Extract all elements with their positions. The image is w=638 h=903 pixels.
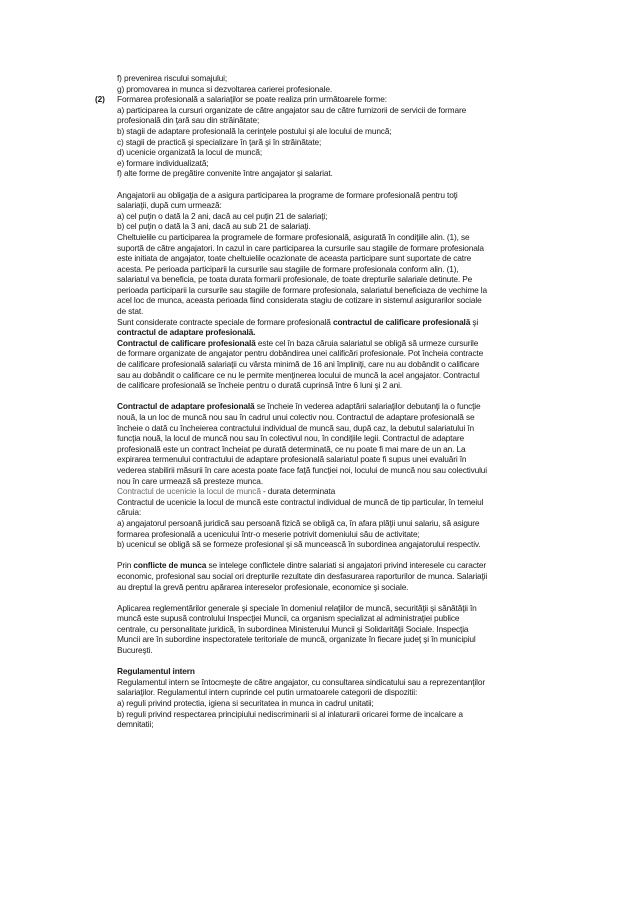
text-line: f) alte forme de pregătire convenite între angajator şi salariat. <box>117 168 333 179</box>
text-line: b) reguli privind respectarea principiului nediscriminarii si al inlaturarii oricarei forme de incalcare a <box>117 708 463 719</box>
text-run: - durata determinata <box>260 486 336 497</box>
apprenticeship-contract-link[interactable]: Contractul de ucenicie la locul de muncă <box>117 486 261 497</box>
text-line: a) cel puţin o dată la 2 ani, dacă au cel puţin 21 de salariaţi; <box>117 210 328 221</box>
text-line: de stat. <box>117 306 144 317</box>
text-line: demnitatii; <box>117 719 154 730</box>
text-line: au dreptul la grevă pentru apărarea intereselor profesionale, economice şi sociale. <box>117 581 409 592</box>
text-line <box>117 327 543 338</box>
text-line: salariatul va beneficia, pe toata durata formarii profesionale, de toate drepturile salariale detinute. Pe <box>117 274 473 285</box>
special-contracts-paragraph <box>117 317 543 391</box>
bold-term: Contractul de adaptare profesională <box>117 401 255 412</box>
text-line <box>117 560 543 571</box>
text-run: Sunt considerate contracte speciale de formare profesională <box>117 316 333 327</box>
text-line: sau au dobândit o calificare ce nu le permite menţinerea locului de muncă la acel angajator. Contractul <box>117 369 480 380</box>
labor-inspection-paragraph <box>117 603 543 656</box>
text-line: de calificare profesională salariaţii cu vârsta minimă de 16 ani împliniţi, care nu au dobândit o calificare <box>117 359 480 370</box>
text-line: expirarea termenului contractului de adaptare profesională salariatul poate fi supus unei evaluări în <box>117 454 467 465</box>
text-line: e) formare individualizată; <box>117 157 209 168</box>
training-obligations-paragraph <box>117 190 543 317</box>
text-line: economic, profesional sau social ori drepturile rezultate din desfasurarea raporturilor de munca. Salariaţii <box>117 570 488 581</box>
bold-term: conflicte de munca <box>133 560 207 571</box>
adaptation-contract-paragraph <box>117 401 543 549</box>
text-line: muncă este supusă controlului Inspecţiei Muncii, ca organism specializat al administraţiei publice <box>117 613 460 624</box>
text-line: b) cel puţin o dată la 3 ani, dacă au sub 21 de salariaţi. <box>117 221 311 232</box>
text-line: salariaţilor. Regulamentul intern cuprinde cel putin urmatoarele categorii de dispozitii: <box>117 687 418 698</box>
text-line: Aplicarea reglementărilor generale şi speciale în domeniul relaţiilor de muncă, securităţii şi sănătăţii în <box>117 602 477 613</box>
text-line: a) participarea la cursuri organizate de către angajator sau de către furnizorii de servicii de formare <box>117 104 467 115</box>
text-line <box>117 338 543 349</box>
list-continuation <box>117 73 543 94</box>
text-line <box>117 486 543 497</box>
text-line: de formare organizate de angajator pentru dobândirea unei calificări profesionale. Pot încheia contracte <box>117 348 484 359</box>
text-line: nouă, la un loc de muncă nou sau în cadrul unui colectiv nou. Contractul de adaptare profesională se <box>117 412 475 422</box>
text-line: perioada participarii la cursurile sau stagiile de formare profesionala, salariatul beneficiaza de vechime la <box>117 284 487 295</box>
text-line: a) reguli privind protectia, igiena si securitatea in munca in cadrul unitatii; <box>117 698 374 709</box>
text-run: se încheie în vederea adaptării salariaţilor debutanţi la o funcţie <box>254 401 481 412</box>
text-line: Muncii are în subordine inspectoratele teritoriale de muncă, organizate în fiecare judeţ şi în municipiul <box>117 634 476 645</box>
text-line: Bucureşti. <box>117 645 153 656</box>
bold-term: contractul de adaptare profesională. <box>117 327 256 338</box>
text-line: nou în care urmează să presteze munca. <box>117 475 263 486</box>
text-line: formarea profesională a ucenicului într-o meserie potrivit domeniului său de activitate; <box>117 528 420 539</box>
text-line: suportă de către angajatori. In cazul in care participarea la cursurile sau stagiile de formare profesionala <box>117 242 484 253</box>
text-line: profesională din ţară sau din străinătate; <box>117 115 260 126</box>
text-line: b) ucenicul se obligă să se formeze profesional şi să muncească în subordinea angajatorului respectiv. <box>117 539 481 550</box>
text-line: acesta. Pe perioada participarii la cursurile sau stagiile de formare profesionala conform alin. (1), <box>117 263 459 274</box>
text-line: a) angajatorul persoană juridică sau persoană fizică se obligă ca, în afara plăţii unui salariu, să asigure <box>117 517 480 528</box>
text-run: Prin <box>117 560 134 571</box>
text-line: de calificare profesională se încheie pentru o durată cuprinsă între 6 luni şi 2 ani. <box>117 380 403 391</box>
text-line: vederea stabilirii măsurii în care acesta poate face faţă funcţiei noi, locului de muncă nou sau colectivului <box>117 464 487 475</box>
text-line: c) stagii de practică şi specializare în ţară şi în străinătate; <box>117 136 322 147</box>
document-body <box>95 73 543 730</box>
paragraph-2 <box>95 94 543 179</box>
text-line: salariaţii, după cum urmează: <box>117 200 222 211</box>
text-line: Formarea profesională a salariaţilor se poate realiza prin următoarele forme: <box>117 94 387 105</box>
text-line: Cheltuielile cu participarea la programele de formare profesională, asigurată în condiţiile alin. (1), se <box>117 231 470 242</box>
labor-conflicts-paragraph <box>117 560 543 592</box>
text-line: b) stagii de adaptare profesională la cerinţele postului şi ale locului de muncă; <box>117 125 392 136</box>
text-line: Contractul de ucenicie la locul de muncă este contractul individual de muncă de tip particular, în temeiul <box>117 496 484 507</box>
text-line <box>117 401 543 412</box>
text-line: funcţia nouă, la locul de muncă nou sau în colectivul nou, în condiţiile legii. Contractul de adaptare <box>117 433 464 444</box>
text-line: centrale, cu personalitate juridică, în subordinea Ministerului Muncii şi Solidarităţii Sociale. Inspecţia <box>117 623 469 634</box>
text-line: este initiata de angajator, toate cheltuielile ocazionate de aceasta participare sunt suportate de catre <box>117 253 472 264</box>
text-run: se intelege conflictele dintre salariati si angajatori privind interesele cu caracter <box>206 560 487 571</box>
text-line: profesională este un contract încheiat pe durată determinată, ce nu poate fi mai mare de un an. La <box>117 443 466 454</box>
text-line: Angajatorii au obligaţia de a asigura participarea la programe de formare profesională pentru toţi <box>117 189 458 200</box>
text-line: Regulamentul intern se întocmeşte de către angajator, cu consultarea sindicatului sau a reprezentanţilor <box>117 676 485 687</box>
text-run: şi <box>470 316 479 327</box>
text-line: căruia: <box>117 507 141 518</box>
text-line: f) prevenirea riscului somajului; <box>117 73 228 83</box>
internal-regulation-section <box>117 666 543 730</box>
paragraph-number: (2) <box>95 94 105 105</box>
text-line: acel loc de munca, aceasta perioada fiind considerata stagiu de cotizare in sistemul asigurarilor sociale <box>117 295 482 306</box>
text-line: g) promovarea in munca si dezvoltarea carierei profesionale. <box>117 83 333 94</box>
bold-term: Contractul de calificare profesională <box>117 337 256 348</box>
bold-term: contractul de calificare profesională <box>332 316 471 327</box>
text-line: încheie o dată cu încheierea contractului individual de muncă sau, după caz, la debutul salariatului în <box>117 422 475 433</box>
text-line <box>117 317 543 328</box>
section-heading: Regulamentul intern <box>117 666 195 677</box>
text-line: d) ucenicie organizată la locul de muncă; <box>117 147 263 158</box>
text-run: este cel în baza căruia salariatul se obligă să urmeze cursurile <box>255 337 479 348</box>
